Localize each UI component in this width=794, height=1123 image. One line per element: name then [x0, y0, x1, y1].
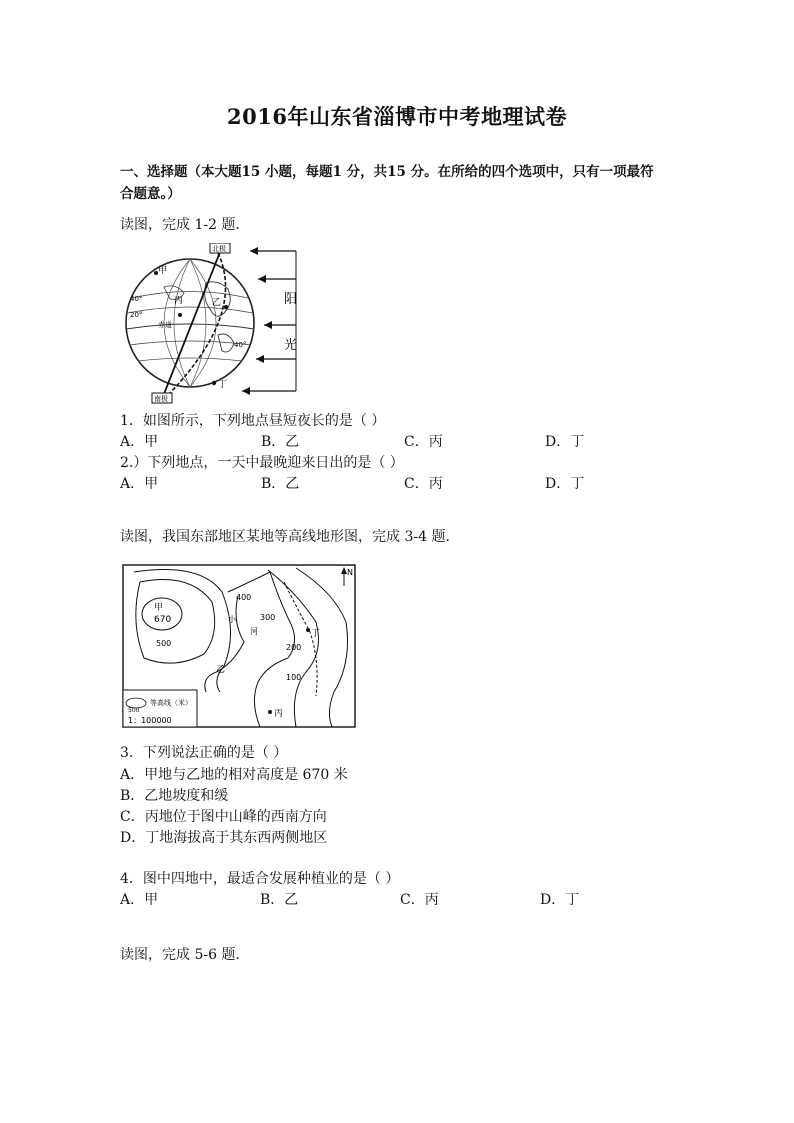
contour-label-100: 100 — [286, 673, 302, 682]
q4-option-d: D．丁 — [540, 892, 580, 908]
north-pole-label: 北极 — [212, 245, 226, 253]
river-label-1: 小 — [228, 615, 236, 624]
point-ding-label: 丁 — [311, 629, 321, 639]
section-heading-line2: 合题意。） — [120, 186, 181, 202]
q3-option-d: D．丁地海拔高于其东西两侧地区 — [120, 830, 328, 846]
contour-label-200: 200 — [286, 643, 302, 652]
section-heading-line1: 一、选择题（本大题15 小题，每题1 分，共15 分。在所给的四个选项中，只有一项最符 — [120, 164, 654, 180]
river-label-2: 河 — [250, 627, 258, 636]
page-title: 2016年山东省淄博市中考地理试卷 — [227, 104, 567, 129]
contour-map-figure — [120, 562, 358, 730]
point-yi-label: 乙 — [216, 665, 226, 675]
globe-outline — [126, 259, 254, 387]
lat-label: 40° — [130, 295, 143, 303]
point-bing-label: 丙 — [274, 709, 284, 719]
globe-point-bing: 丙 — [174, 296, 184, 306]
q4-stem: 4．图中四地中，最适合发展种植业的是（ ） — [120, 871, 400, 887]
map-scale: 1：100000 — [128, 716, 172, 725]
q3-option-c: C．丙地位于图中山峰的西南方向 — [120, 809, 327, 825]
contour-label-300: 300 — [260, 613, 276, 622]
globe-point-jia: 甲 — [158, 266, 168, 276]
point-yi — [178, 313, 182, 317]
q1-option-c: C．丙 — [404, 434, 443, 450]
q1-option-b: B．乙 — [261, 434, 300, 450]
contour-label-500: 500 — [156, 639, 172, 648]
sunlight-label-2: 光 — [284, 338, 298, 353]
equator-label: 赤道 — [158, 321, 172, 329]
legend-contour-value: 500 — [128, 707, 140, 714]
contour-label-400: 400 — [236, 593, 252, 602]
legend-contour-text: 等高线（米） — [150, 699, 192, 707]
peak-label: 甲 — [154, 603, 164, 613]
peak-elevation: 670 — [154, 615, 172, 625]
q4-option-b: B．乙 — [260, 892, 299, 908]
q2-stem: 2.）下列地点，一天中最晚迎来日出的是（ ） — [120, 455, 404, 471]
intro-q3-4: 读图，我国东部地区某地等高线地形图，完成 3-4 题． — [120, 529, 460, 545]
q3-stem: 3．下列说法正确的是（ ） — [120, 745, 288, 761]
intro-q1-2: 读图，完成 1-2 题． — [120, 217, 250, 233]
q3-option-a: A．甲地与乙地的相对高度是 670 米 — [120, 767, 348, 783]
q1-option-a: A．甲 — [120, 434, 159, 450]
q2-option-b: B．乙 — [261, 476, 300, 492]
lat-label: 20° — [130, 311, 143, 319]
globe-point-ding: 丁 — [218, 380, 228, 390]
q4-option-a: A．甲 — [120, 892, 159, 908]
sunlight-label-1: 阳 — [284, 292, 298, 307]
point-ding — [224, 305, 228, 309]
q4-option-c: C．丙 — [400, 892, 439, 908]
globe-point-yi: 乙 — [212, 298, 222, 308]
q3-option-b: B．乙地坡度和缓 — [120, 788, 229, 804]
globe-illumination-figure — [118, 243, 303, 405]
lat-label: 40° — [234, 341, 247, 349]
north-arrow-label: N — [347, 568, 353, 577]
q2-option-d: D．丁 — [545, 476, 585, 492]
q2-option-c: C．丙 — [404, 476, 443, 492]
q2-option-a: A．甲 — [120, 476, 159, 492]
q1-stem: 1．如图所示，下列地点昼短夜长的是（ ） — [120, 413, 386, 429]
intro-q5-6: 读图，完成 5-6 题． — [120, 947, 250, 963]
q1-option-d: D．丁 — [545, 434, 585, 450]
south-pole-label: 南极 — [154, 395, 168, 403]
